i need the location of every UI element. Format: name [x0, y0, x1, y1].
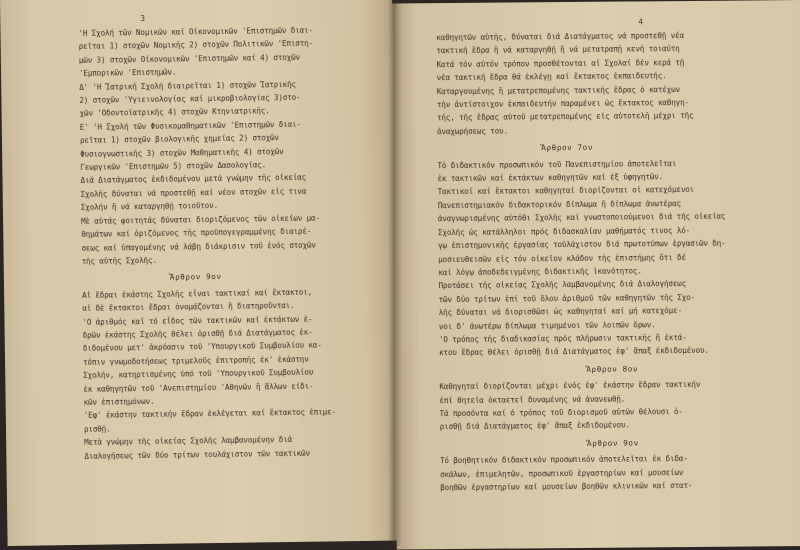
text-line: τήν ἀντίστοιχον ἐκπαιδευτήν παραμένει ὡς ἔκτακτος καθηγη- [436, 98, 689, 110]
text-line: ἀναχωρήσεως του. [437, 126, 508, 137]
text-line: θημάτων καί ὁριζόμενος τῆς προϋπογεγραμμένης διαιρέ- [81, 226, 312, 239]
text-line: Δ' 'Η Ἰατρική Σχολή διαιρεῖται 1) στοχῶν Ἰατρικῆς [79, 79, 296, 92]
text-line: σεως καί ὑπαγομένης νά λάβῃ διάκρισιν τοῦ ἑνός στοχῶν [81, 240, 316, 253]
text-line: Σχολῆς ὡς κατάλληλοι πρός διδασκαλίαν μαθήματός τινος λό- [437, 225, 691, 237]
text-line: 'Ο τρόπος τῆς διαδικασίας πρός πλήρωσιν τακτικῆς ἢ ἐκτά- [438, 332, 687, 345]
text-line: βοηθῶν ἐργαστηρίων καί μουσείων βοηθῶν κλινικῶν καί στατ- [440, 480, 693, 493]
text-line: καθηγητῶν αὐτῆς, δύναται διά Διατάγματος νά προστεθῇ νέα [436, 31, 684, 43]
text-line: Σχολήν ἤ νά καταργηθῇ τοιοῦτον. [80, 201, 219, 213]
right-page [392, 0, 800, 550]
text-line: Καταργουμένης ἢ μετατρεπομένης τακτικῆς ἕδρας ὁ κατέχων [436, 84, 681, 96]
text-line: 'Ο ἀριθμός καί τό εἶδος τῶν τακτικῶν καί ἐκτάκτων ἑ- [82, 314, 313, 327]
left-bottom-block [82, 285, 376, 463]
text-line: αἱ δὲ ἔκτακτοι ἕδραι ὀνομάζονται ἢ διατηροῦνται. [82, 301, 295, 314]
left-page [0, 0, 400, 546]
text-line: Τά προσόντα καί ὁ τρόπος τοῦ διορισμοῦ αὐτῶν θέλουσι ὁ- [439, 407, 683, 419]
text-line: ρεῖται 1) στοχῶν βιολογικῆς χημείας 2) στοχῶν [79, 133, 279, 146]
text-line: διδομένου μετ' ἀκρόασιν τοῦ 'Υπουργικοῦ Συμβουλίου κα- [82, 340, 322, 354]
text-line: τόπιν γνωμοδοτήσεως τριμελοῦς ἐπιτροπῆς ἐκ' ἑκάστην [83, 354, 309, 367]
text-line: ρεῖται 1) στοχῶν Νομικῆς 2) στοχῶν Πολιτικῶν 'Επιστη- [78, 39, 314, 52]
text-line: γῳ ἐπιστημονικῆς ἐργασίας τοὐλάχιστον διά πρωτοτύπων ἐργασιῶν δη- [438, 238, 726, 251]
text-line: Αἱ ἕδραι ἑκάστης Σχολῆς εἶναι τακτικαί καί ἔκτακτοι, [82, 287, 313, 300]
article-heading: Ἄρθρον 9ον [169, 272, 222, 282]
text-line: νέα τακτική ἕδρα θά ἐκλέγῃ καί ἔκτακτος ἐκπαιδευτής. [436, 71, 667, 83]
text-line: λῆς δύναται νά διορισθῶσι ὡς καθηγηταί καί μή κατεχόμε- [438, 306, 682, 318]
text-line: τής, τῆς ἕδρας αὐτοῦ μετατρεπομένης εἰς αὐτοτελῆ μέχρι τῆς [436, 111, 694, 123]
page-number: 4 [638, 17, 643, 27]
text-line: Κατά τόν αὐτόν τρόπον προσθέτονται αἱ Σχολαί δέν κερά τῇ [436, 57, 685, 69]
text-line: Σχολῆς δύναται νά προστεθῇ καί νέον στοχῶν εἰς τινα [80, 186, 307, 199]
text-line: χῶν 'Οδοντοϊατρικῆς 4) στοχῶν Κτηνιατρικῆς. [79, 106, 270, 119]
text-line: 'Εμπορικῶν 'Επιστημῶν. [78, 67, 177, 79]
text-line: Τακτικοί καί ἔκτακτοι καθηγηταί διορίζονται οἱ κατεχόμενοι [437, 185, 695, 197]
text-line: Σχολήν, κατηρτισμένης ὑπό τοῦ 'Υπουργικοῦ Συμβουλίου [83, 367, 314, 381]
text-line: Διά Διατάγματος ἐκδιδομένου μετά γνώμην τῆς οἰκείας [80, 173, 307, 186]
text-line: καί λόγῳ ἀποδεδειγμένης διδακτικῆς ἱκανότητος. [438, 266, 642, 278]
page-number: 3 [140, 13, 146, 24]
text-line: κτου ἕδρας θέλει ὁρισθῇ διά Διατάγματος ἐφ' ἅπαξ ἐκδιδομένου. [439, 346, 709, 358]
text-line: κῶν ἐπιστημόνων. [83, 396, 155, 407]
right-middle-block [437, 156, 785, 360]
text-line: Τό βοηθητικόν διδακτικόν προσωπικόν ἀποτελεῖται ἐκ διδα- [439, 454, 688, 466]
text-line: ἐπί θητεία ὀκταετεῖ δυναμένης νά ἀνανεωθῇ. [439, 394, 626, 405]
text-line: τῶν δύο τρίτων ἐπί τοῦ ὅλου ἀριθμοῦ τῶν καθηγητῶν τῆς Σχο- [438, 292, 696, 304]
article-heading: Ἄρθρον 9ον [586, 438, 639, 448]
text-line: μῶν 3) στοχῶν Οἰκονομικῶν 'Επιστημῶν καί 4) στοχῶν [78, 52, 300, 65]
text-line: ρισθῇ διά Διατάγματος ἐφ' ἅπαξ ἐκδιδομένου. [439, 420, 630, 432]
text-line: 'Εφ' ἑκάστην τακτικήν ἕδραν ἐκλέγεται καί ἔκτακτος ἐπιμε- [83, 407, 336, 421]
text-line: νοι δ' ἀνωτέρω δίπλωμα τιμημένοι τῶν λοιπῶν ὅρων. [438, 319, 656, 331]
text-line: ἐκ τακτικῶν καί ἐκτάκτων καθηγητῶν καί ἐξ ὑφηγητῶν. [437, 172, 664, 184]
text-line: τῆς αὐτῆς Σχολῆς. [81, 255, 157, 266]
text-line: σκάλων, ἐπιμελητῶν, προσωπικοῦ ἐργαστηρίων καί μουσείων [440, 467, 684, 479]
text-line: Πανεπιστημιακόν διδακτορικόν δίπλωμα ἢ δίπλωμα ἀνωτέρας [437, 198, 682, 211]
text-line: Φυσιογνωστικῆς 3) στοχῶν Μαθηματικῆς 4) στοχῶν [80, 146, 284, 159]
text-line: 'Η Σχολή τῶν Νομικῶν καί Οἰκονομικῶν 'Επιστημῶν διαι- [78, 25, 313, 38]
text-line: Καθηγηταί διορίζονται μέχρι ἑνός ἐφ' ἑκάστην ἕδραν τακτικήν [439, 380, 701, 392]
text-line: Γεωργικῶν 'Επιστημῶν 5) στοχῶν Δασολογίας. [80, 160, 267, 172]
text-line: τακτική ἕδρα ἢ νά καταργηθῇ ἢ νά μετατραπῇ κενή τοιαύτη [436, 44, 680, 56]
text-line: δρῶν ἑκάστης Σχολῆς θέλει ὁρισθῇ διά Διατάγματος ἐκ- [82, 327, 313, 340]
text-line: ρισθῇ. [83, 424, 111, 434]
text-line: Μετὰ γνώμην τῆς οἰκείας Σχολῆς λαμβανομένην διά [84, 435, 293, 448]
text-line: μοσιευθεισῶν εἰς τόν οἰκεῖον κλάδον τῆς ἐπιστήμης ὅτι δέ [438, 252, 686, 264]
article-heading: Ἄρθρον 8ον [586, 364, 639, 374]
text-line: 2) στοχῶν 'Υγιεινολογίας καί μικροβιολογίας 3)στο- [79, 92, 301, 105]
text-line: Ε' 'Η Σχολή τῶν Φυσικομαθηματικῶν 'Επιστημῶν διαι- [79, 119, 301, 132]
text-line: Τό διδακτικόν προσωπικόν τοῦ Πανεπιστημίου ἀποτελεῖται [437, 158, 677, 170]
right-end-block [440, 451, 786, 494]
text-line: ἀναγνωρισμένης αὐτόθι Σχολῆς καί γνωστοποιούμενοι διά τῆς οἰκείας [437, 211, 726, 224]
text-line: Μὲ αὐτάς φοιτητάς δύναται διοριζόμενος τῶν οἰκείων μα- [81, 213, 320, 226]
text-line: ἐκ καθηγητῶν τοῦ 'Ανεπιστημίου 'Αθηνῶν ἢ ἄλλων εἰδι- [83, 381, 314, 394]
right-top-block [436, 28, 783, 138]
text-line: Διαλογήσεως τῶν δύο τρίτων τουλάχιστον τῶν τακτικῶν [84, 448, 310, 461]
article-heading: Ἄρθρον 7ον [541, 143, 594, 153]
left-top-block [78, 23, 373, 268]
right-lower-block [439, 377, 785, 434]
text-line: Προτάσει τῆς οἰκείας Σχολῆς λαμβανομένης διά Διαλογήσεως [438, 279, 687, 291]
